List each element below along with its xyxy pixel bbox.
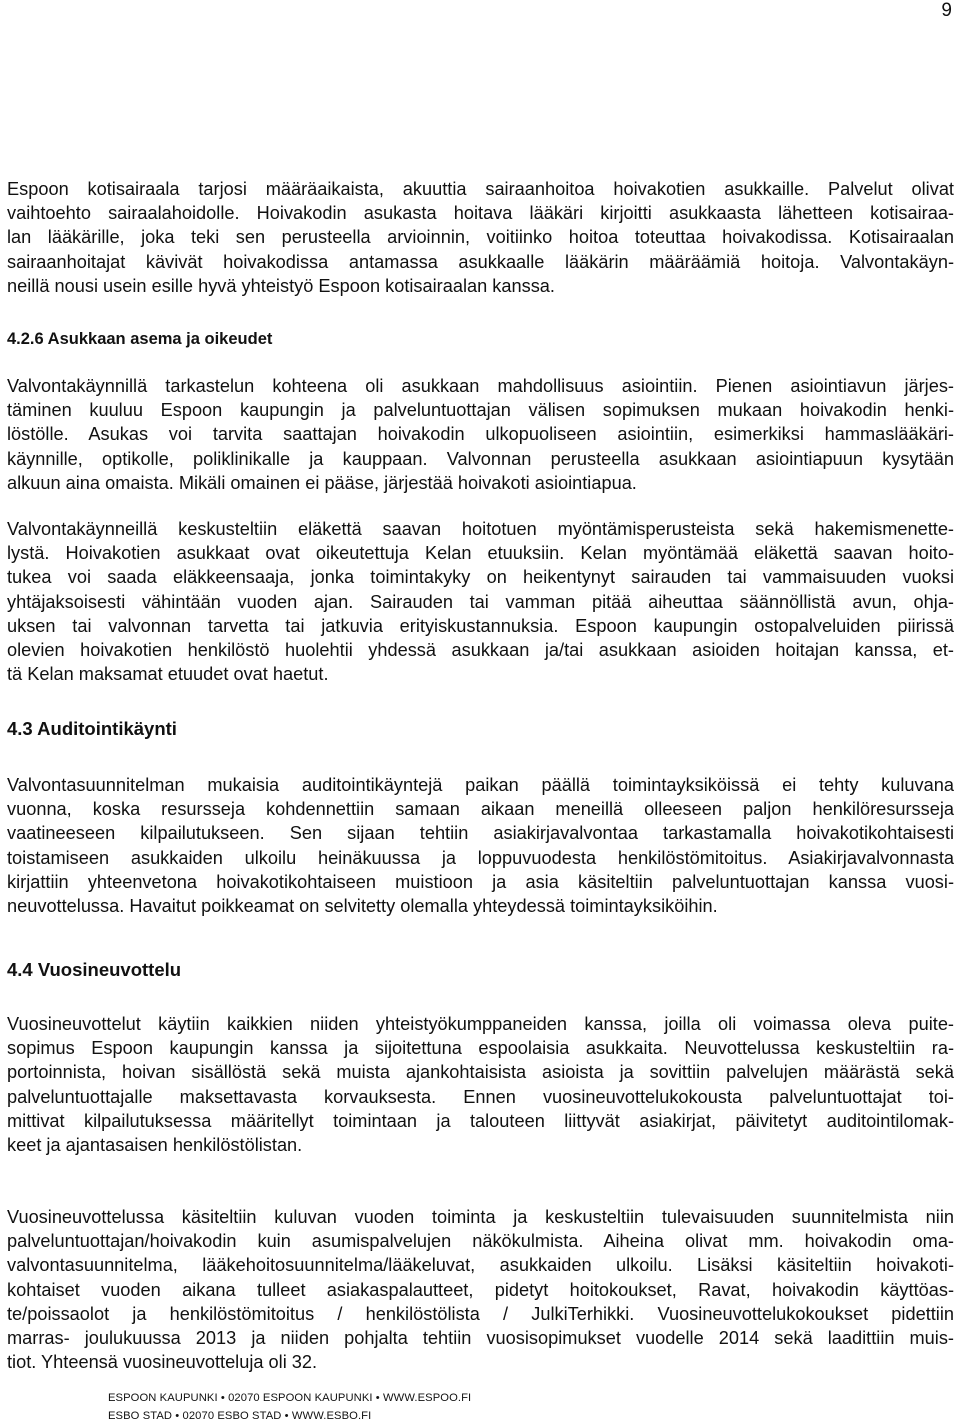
text-line: mittivat kilpailutuksessa määritellyt toimintaan ja talouteen liittyvät asiakirjat, päivitetyt auditointilomak-: [7, 1110, 954, 1131]
text-line: vaatineeseen kilpailutukseen. Sen sijaan tehtiin asiakirjavalvontaa tarkastamalla hoivakotikohtaisesti: [7, 823, 954, 844]
text-line: tukea voi saada eläkkeensaaja, jonka toimintakyky on heikentynyt sairauden tai vammaisuuden vuoksi: [7, 567, 954, 588]
paragraph-asiointi: [7, 374, 954, 495]
text-line: alkuun aina omaista. Mikäli omainen ei pääse, järjestää hoivakoti asiointiapua.: [7, 472, 637, 493]
text-line: vuonna, koska resursseja kohdennettiin samaan aikaan meneillä olleeseen paljon henkilöresursseja: [7, 799, 954, 820]
text-line: vaihtoehto sairaalahoidolle. Hoivakodin asukasta hoitava lääkäri kirjoitti asukkaasta lähetteen kotisairaa-: [7, 203, 954, 224]
text-line: käynnille, optikolle, poliklinikalle ja kauppaan. Valvonnan perusteella asukkaan asiointiapuun kysytään: [7, 448, 954, 469]
text-line: löstölle. Asukas voi tarvita saattajan hoivakodin ulkopuoliseen asiointiin, esimerkiksi hammaslääkäri-: [7, 424, 954, 445]
text-line: sopimus Espoon kaupungin kanssa ja sijoitettuna espoolaisia asukkaita. Neuvottelussa keskusteltiin ra-: [7, 1038, 954, 1059]
text-line: Valvontakäynnillä tarkastelun kohteena oli asukkaan mahdollisuus asiointiin. Pienen asiointiavun järjes-: [7, 376, 954, 396]
text-line: Valvontasuunnitelman mukaisia auditointikäyntejä paikan päällä toimintayksiköissä ei tehty kuluvana: [7, 775, 954, 795]
paragraph-auditointi: [7, 773, 954, 918]
text-line: toistamiseen asukkaiden ulkoilu heinäkuussa ja loppuvuodesta henkilöstömitoitus. Asiakirjavalvonnasta: [7, 847, 954, 868]
text-line: lan lääkärille, joka teki sen perusteella arvioinnin, voitiinko hoitoa toteuttaa hoivakodissa. Kotisairaalan: [7, 227, 954, 248]
page-number: 9: [941, 0, 952, 21]
text-line: tiot. Yhteensä vuosineuvotteluja oli 32.: [7, 1352, 318, 1373]
text-line: neillä nousi usein esille hyvä yhteistyö Espoon kotisairaalan kanssa.: [7, 275, 555, 296]
text-line: te/poissaolot ja henkilöstömitoitus / henkilöstölista / JulkiTerhikki. Vuosineuvottelukokoukset pidettiin: [7, 1303, 954, 1324]
footer-line-fi: ESPOON KAUPUNKI • 02070 ESPOON KAUPUNKI • WWW.ESPOO.FI: [108, 1392, 472, 1404]
text-line: yhtäjaksoisesti vähintään vuoden ajan. Sairauden tai vamman pitää aiheuttaa säännöllistä avun, ohja-: [7, 591, 954, 612]
text-line: uksen tai valvonnan tarvetta tai jatkuvia erityiskustannuksia. Espoon kaupungin ostopalveluiden piirissä: [7, 615, 954, 636]
footer-line-sv: ESBO STAD • 02070 ESBO STAD • WWW.ESBO.FI: [108, 1410, 372, 1422]
text-line: kohtaiset vuoden aikana tulleet asiakaspalautteet, pidetyt hoitokoukset, Ravat, hoivakodin käyttöas-: [7, 1279, 954, 1300]
text-line: Vuosineuvottelussa käsiteltiin kuluvan vuoden toiminta ja keskusteltiin tulevaisuuden suunnitelmista niin: [7, 1207, 954, 1227]
text-line: kirjattiin yhteenvetona hoivakotikohtaiseen muistioon ja asia käsiteltiin palveluntuottajan kanssa vuosi-: [7, 871, 954, 892]
text-line: täminen kuuluu Espoon kaupungin ja palveluntuottajan välisen sopimuksen mukaan hoivakodin henki-: [7, 400, 954, 421]
text-line: palveluntuottajalle maksettavasta korvauksesta. Ennen vuosineuvottelukokousta palveluntuottajat toi-: [7, 1086, 954, 1107]
text-line: valvontasuunnitelma, lääkehoitosuunnitelma/lääkeluvat, asukkaiden ulkoilu. Lisäksi käsiteltiin hoivakoti-: [7, 1255, 954, 1276]
text-line: Espoon kotisairaala tarjosi määräaikaista, akuuttia sairaanhoitoa hoivakotien asukkaille. Palvelut olivat: [7, 179, 954, 199]
text-line: sairaanhoitajat kävivät hoivakodissa antamassa asukkaalle lääkärin määräämiä hoitoja. Valvontakäyn-: [7, 251, 954, 272]
text-line: portoinnista, hoivan sisällöstä sekä muista ajankohtaisista asioista ja sovittiin palvelujen määrästä sekä: [7, 1062, 954, 1083]
paragraph-kotisairaala: [7, 177, 954, 298]
section-heading-4-2-6: 4.2.6 Asukkaan asema ja oikeudet: [7, 330, 273, 348]
text-line: tä Kelan maksamat etuudet ovat haetut.: [7, 664, 329, 685]
text-line: marras- joulukuussa 2013 ja niiden pohjalta tehtiin vuosisopimukset vuodelle 2014 sekä laadittiin muis-: [7, 1328, 954, 1349]
text-line: Vuosineuvottelut käytiin kaikkien niiden yhteistyökumppaneiden kanssa, joilla oli voimassa oleva puite-: [7, 1014, 954, 1034]
section-heading-4-3: 4.3 Auditointikäynti: [7, 718, 177, 739]
section-heading-4-4: 4.4 Vuosineuvottelu: [7, 959, 182, 980]
text-line: olevien hoivakotien henkilöstö huolehtii yhdessä asukkaan ja/tai asukkaan asioiden hoitajan kanssa, et-: [7, 640, 954, 661]
paragraph-vuosineuvottelu-2: [7, 1205, 954, 1374]
text-line: lystä. Hoivakotien asukkaat ovat oikeutettuja Kelan etuuksiin. Kelan myöntämää eläkettä saavan hoito-: [7, 543, 954, 564]
text-line: Valvontakäynneillä keskusteltiin eläkettä saavan hoitotuen myöntämisperusteista sekä hakemismenette-: [7, 519, 954, 539]
paragraph-hoitotuki: [7, 517, 954, 686]
text-line: palveluntuottajan/hoivakodin kuin asumispalvelujen näkökulmista. Aiheina olivat mm. hoivakodin oma-: [7, 1231, 954, 1252]
text-line: keet ja ajantasaisen henkilöstölistan.: [7, 1135, 303, 1156]
paragraph-vuosineuvottelu-1: [7, 1012, 954, 1157]
text-line: neuvottelussa. Havaitut poikkeamat on selvitetty olemalla yhteydessä toimintayksiköihin.: [7, 896, 718, 917]
